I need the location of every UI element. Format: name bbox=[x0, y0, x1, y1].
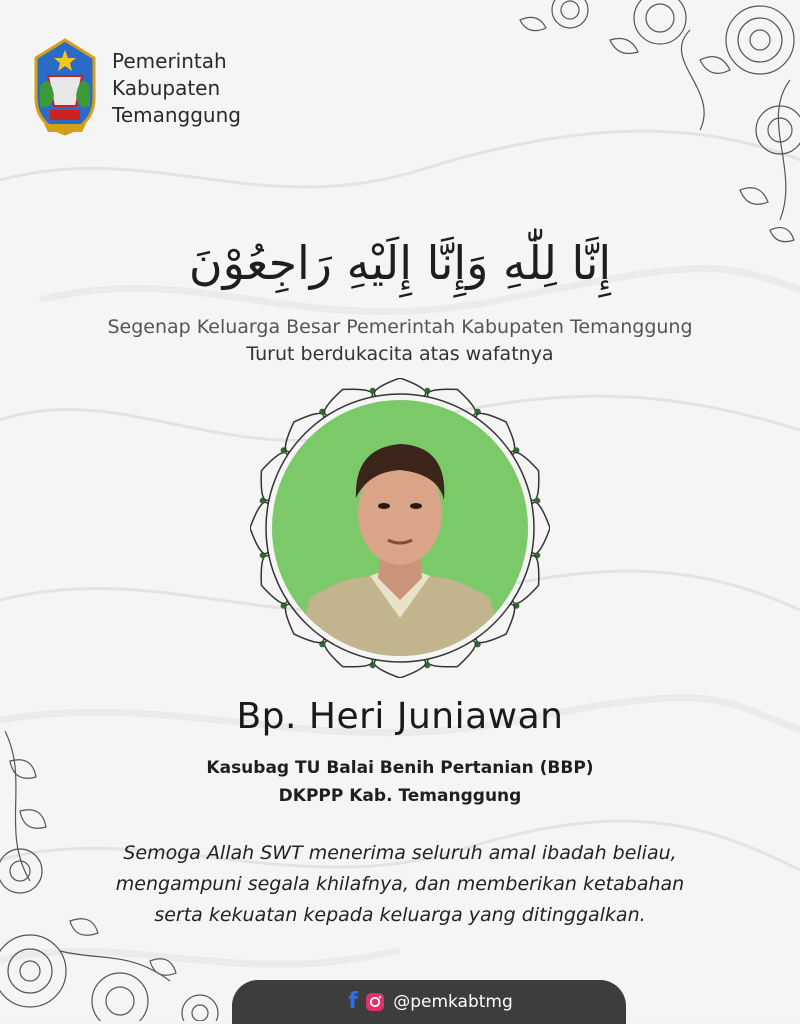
prayer-message bbox=[40, 838, 760, 931]
deceased-name: Bp. Heri Juniawan bbox=[236, 696, 564, 737]
condolence-line2: Turut berdukacita atas wafatnya bbox=[246, 343, 554, 365]
condolence-line1: Segenap Keluarga Besar Pemerintah Kabupaten Temanggung bbox=[107, 316, 693, 338]
deceased-position bbox=[40, 754, 760, 810]
social-handle[interactable]: @pemkabtmg bbox=[393, 992, 513, 1012]
prayer-line1: Semoga Allah SWT menerima seluruh amal ibadah beliau, bbox=[123, 842, 677, 864]
organization-name-line1: Pemerintah bbox=[112, 49, 227, 73]
organization-name-line2: Kabupaten bbox=[112, 76, 221, 100]
condolence-message bbox=[40, 314, 760, 368]
organization-name-line3: Temanggung bbox=[112, 103, 241, 127]
deceased-position-line2: DKPPP Kab. Temanggung bbox=[278, 786, 522, 806]
temanggung-regency-emblem-icon bbox=[30, 36, 100, 138]
instagram-icon[interactable] bbox=[365, 992, 385, 1012]
social-footer bbox=[232, 980, 626, 1024]
deceased-position-line1: Kasubag TU Balai Benih Pertanian (BBP) bbox=[206, 758, 594, 778]
organization-header bbox=[30, 36, 241, 138]
portrait-frame bbox=[250, 378, 550, 678]
arabic-condolence-phrase: إِنَّا لِلّٰهِ وَإِنَّا إِلَيْهِ رَاجِعُوْنَ bbox=[188, 236, 612, 290]
organization-name bbox=[112, 48, 241, 129]
facebook-icon[interactable]: f bbox=[348, 989, 358, 1014]
portrait-photo bbox=[250, 378, 550, 678]
prayer-line3: serta kekuatan kepada keluarga yang ditinggalkan. bbox=[154, 904, 646, 926]
prayer-line2: mengampuni segala khilafnya, dan memberikan ketabahan bbox=[115, 873, 685, 895]
